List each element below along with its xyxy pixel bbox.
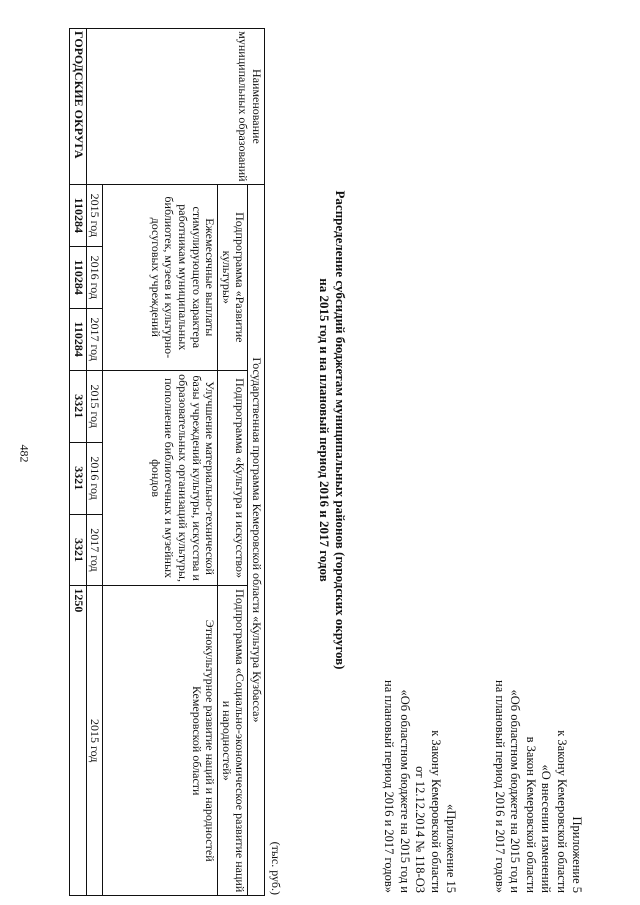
subsidy-table [69,28,265,896]
appendix-line: в Закон Кемеровской области [523,736,538,893]
appendix-line: «Об областном бюджете на 2015 год и [508,689,523,893]
measure-header: Этнокультурное развитие наций и народностей Кемеровской области [103,586,218,896]
subprogram-header: Подпрограмма «Развитие культуры» [218,184,248,370]
appendix-line: Приложение 5 [570,816,584,893]
measure-header: Улучшение материально-технической базы учреждений культуры, искусства и образовательных организаций культуры, пополнение библиотечных и музейных фондов [103,370,218,586]
appendix-15-header [381,553,458,893]
page-number: 482 [17,444,32,463]
value-cell: 3321 [70,514,87,586]
subprogram-header: Подпрограмма «Социально-экономическое развитие наций и народностей» [218,586,248,896]
appendix-line: к Закону Кемеровской области [554,730,569,893]
value-cell: 110284 [70,308,87,370]
year-header: 2017 год [86,308,103,370]
appendix-line: к Закону Кемеровской области [428,730,443,893]
year-header: 2016 год [86,442,103,514]
year-header: 2015 год [86,586,103,896]
year-header: 2016 год [86,246,103,308]
appendix-5-header [492,553,584,893]
title-line-2: на 2015 год и на плановый период 2016 и 2017 годов [317,278,332,582]
value-cell: 110284 [70,246,87,308]
subprogram-header: Подпрограмма «Культура и искусство» [218,370,248,586]
units-label: (тыс. руб.) [269,841,283,895]
appendix-line: «О внесении изменений [539,764,554,893]
appendix-line: от 12.12.2014 № 118-ОЗ [413,766,428,893]
program-header: Государственная программа Кемеровской области «Культура Кузбасса» [248,184,265,895]
title-line-1: Распределение субсидий бюджетам муниципальных районов (городских округов) [333,190,348,670]
value-cell: 3321 [70,370,87,442]
year-header: 2017 год [86,514,103,586]
appendix-line: на плановый период 2016 и 2017 годов» [382,680,397,893]
year-header: 2015 год [86,184,103,246]
value-cell: 110284 [70,184,87,246]
value-cell: 3321 [70,442,87,514]
value-cell: 1250 [70,586,87,896]
appendix-line: на плановый период 2016 и 2017 годов» [492,680,507,893]
measure-header: Ежемесячные выплаты стимулирующего характера работникам муниципальных библиотек, музеев и культурно-досуговых учреждений [103,184,218,370]
row-name-cell: ГОРОДСКИЕ ОКРУГА [70,29,87,185]
appendix-line: «Об областном бюджете на 2015 год и [397,689,412,893]
year-header: 2015 год [86,370,103,442]
table-row [70,29,87,896]
document-title [316,110,348,750]
table-header-row [248,29,265,896]
appendix-line: «Приложение 15 [444,804,458,893]
name-column-header: Наименование муниципальных образований [86,29,264,185]
